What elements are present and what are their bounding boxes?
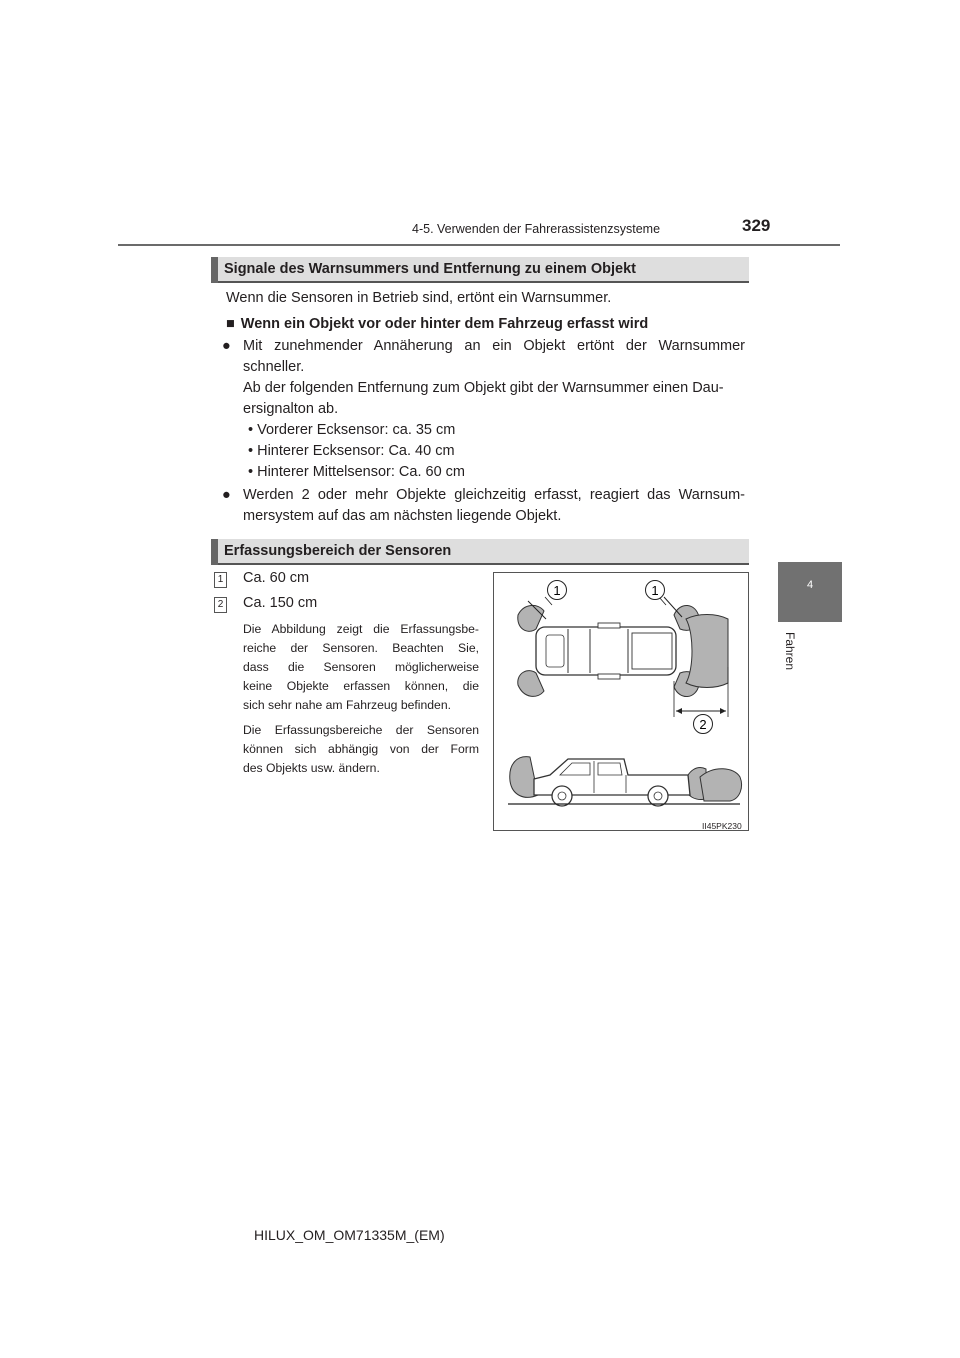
number-box: 2	[214, 597, 227, 613]
chapter-tab	[778, 562, 842, 622]
front-left-zone	[518, 605, 544, 631]
note-line: reiche der Sensoren. Beachten Sie,	[243, 641, 479, 655]
subheading-text: Wenn ein Objekt vor oder hinter dem Fahrzeug erfasst wird	[240, 316, 649, 332]
bullet1-line1: Mit zunehmender Annäherung an ein Objekt ertönt der Warnsummer	[243, 338, 745, 354]
section-heading-warning-signals	[211, 257, 749, 283]
distance-item: • Hinterer Ecksensor: Ca. 40 cm	[248, 443, 455, 459]
chapter-tab-number: 4	[806, 579, 814, 591]
rear-wheel	[648, 786, 668, 806]
section-heading-text: Erfassungsbereich der Sensoren	[224, 543, 452, 559]
section-heading-detection-range	[211, 539, 749, 565]
distance-text: Vorderer Ecksensor: ca. 35 cm	[257, 422, 456, 438]
distance-item: • Hinterer Mittelsensor: Ca. 60 cm	[248, 464, 466, 480]
section-heading-text: Signale des Warnsummers und Entfernung zu einem Objekt	[224, 261, 636, 277]
number-box: 1	[214, 572, 227, 588]
front-wheel	[552, 786, 572, 806]
bullet-dot-icon: ●	[222, 338, 231, 354]
running-header-section: 4-5. Verwenden der Fahrerassistenzsysteme	[412, 222, 661, 236]
note-line: können sich abhängig von der Form	[243, 742, 479, 756]
range-text: Ca. 60 cm	[243, 570, 310, 586]
section-heading-bar	[211, 257, 218, 283]
side-rear-zone-outer	[700, 769, 742, 801]
note-2	[243, 721, 479, 778]
page-number: 329	[742, 216, 771, 235]
note-line: keine Objekte erfassen können, die	[243, 679, 479, 693]
bullet1-line4: ersignalton ab.	[243, 401, 339, 417]
bullet2-line2: mersystem auf das am nächsten liegende Objekt.	[243, 508, 562, 524]
note-line: sich sehr nahe am Fahrzeug befinden.	[243, 698, 451, 712]
front-right-zone	[518, 671, 544, 697]
figure-code: II45PK230	[702, 821, 742, 831]
truck-top-body	[536, 627, 676, 675]
range-item-2	[214, 593, 317, 614]
callout-1-label: 1	[553, 583, 561, 598]
square-bullet-icon: ■	[226, 316, 235, 332]
range-text: Ca. 150 cm	[243, 595, 318, 611]
distance-text: Hinterer Mittelsensor: Ca. 60 cm	[257, 464, 466, 480]
distance-item: • Vorderer Ecksensor: ca. 35 cm	[248, 422, 456, 438]
footer-model-code: HILUX_OM_OM71335M_(EM)	[254, 1227, 445, 1243]
rear-center-zone	[686, 615, 728, 688]
vehicle-diagram	[494, 573, 748, 830]
callout-2-label: 2	[699, 717, 707, 732]
note-line: Die Abbildung zeigt die Erfassungsbe-	[243, 622, 479, 636]
sensor-range-illustration	[493, 572, 749, 831]
chapter-tab-label: Fahren	[783, 632, 797, 671]
bullet-dot-icon: ●	[222, 487, 231, 503]
intro-text: Wenn die Sensoren in Betrieb sind, ertönt ein Warnsummer.	[226, 290, 612, 306]
bullet2-line1: Werden 2 oder mehr Objekte gleichzeitig erfasst, reagiert das Warnsum-	[243, 487, 745, 503]
note-line: dass die Sensoren möglicherweise	[243, 660, 479, 674]
distance-text: Hinterer Ecksensor: Ca. 40 cm	[257, 443, 455, 459]
callout-1-label: 1	[651, 583, 659, 598]
bullet1-line2: schneller.	[243, 359, 305, 375]
header-rule	[118, 244, 840, 246]
note-1	[243, 620, 479, 715]
note-line: des Objekts usw. ändern.	[243, 761, 380, 775]
note-line: Die Erfassungsbereiche der Sensoren	[243, 723, 479, 737]
subheading	[226, 314, 648, 335]
bullet1-line3: Ab der folgenden Entfernung zum Objekt gibt der Warnsummer einen Dau-	[243, 380, 724, 396]
section-heading-bar	[211, 539, 218, 565]
range-item-1	[214, 568, 309, 589]
